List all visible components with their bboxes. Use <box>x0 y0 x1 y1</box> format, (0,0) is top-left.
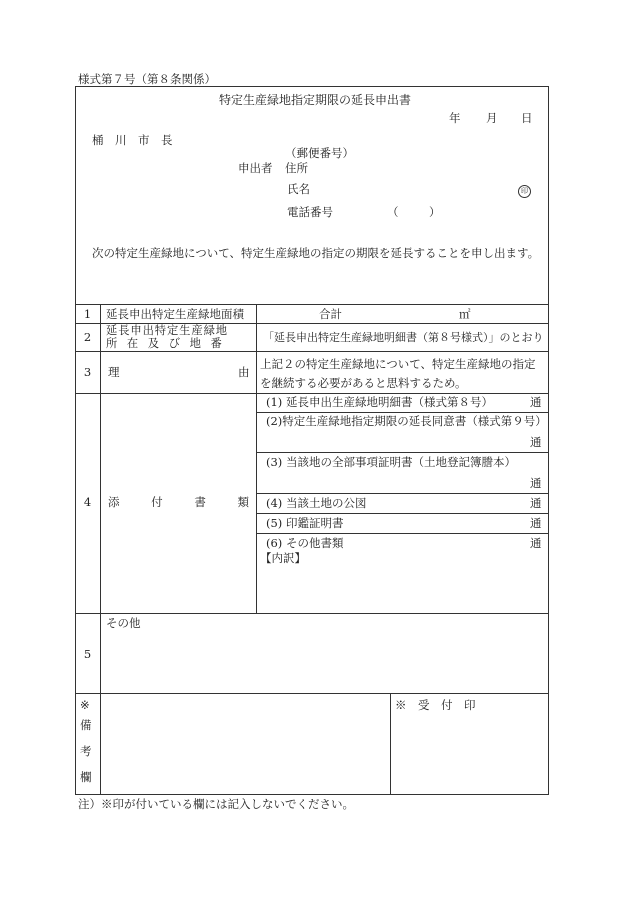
attachment-item-3: (3) 当該地の全部事項証明書（土地登記簿謄本） <box>266 455 516 469</box>
addressee: 桶 川 市 長 <box>92 133 173 147</box>
row-4-number: 4 <box>83 495 92 509</box>
attachments-label-char: 付 <box>151 495 163 509</box>
column-divider <box>256 304 257 613</box>
postal-code-label: （郵便番号） <box>285 146 354 160</box>
date-year: 年 <box>449 111 461 125</box>
reason-label-right: 由 <box>238 365 250 379</box>
attachment-divider <box>256 452 549 453</box>
row-2-number: 2 <box>83 330 92 344</box>
location-label-line1: 延長申出特定生産緑地 <box>106 324 228 337</box>
row-divider <box>75 351 549 352</box>
footnote: 注）※印が付いている欄には記入しないでください。 <box>78 797 354 811</box>
row-divider <box>75 613 549 614</box>
name-label: 氏名 <box>287 182 310 196</box>
reason-label-left: 理 <box>108 365 120 379</box>
attachments-label-char: 類 <box>237 495 249 509</box>
other-label: その他 <box>106 616 141 630</box>
attachment-item-6-unit: 通 <box>530 536 542 550</box>
area-label: 延長申出特定生産緑地面積 <box>106 307 244 321</box>
attachment-item-1-unit: 通 <box>530 395 542 409</box>
statement: 次の特定生産緑地について、特定生産緑地の指定の期限を延長することを申し出ます。 <box>92 246 540 260</box>
remarks-char: 考 <box>80 744 92 758</box>
remarks-char: 備 <box>80 718 92 732</box>
location-value: 「延長申出特定生産緑地明細書（第８号様式）」のとおり <box>263 331 544 344</box>
row-1-number: 1 <box>83 307 92 321</box>
seal-icon: 印 <box>518 185 531 198</box>
attachment-item-2: (2)特定生産緑地指定期限の延長同意書（様式第９号） <box>266 414 547 428</box>
form-title: 特定生産緑地指定期限の延長申出書 <box>218 93 411 107</box>
attachment-item-5-unit: 通 <box>530 516 542 530</box>
row-5-number: 5 <box>83 647 92 661</box>
column-divider <box>100 693 101 795</box>
attachment-divider <box>256 493 549 494</box>
reception-stamp-label: ※ 受 付 印 <box>395 698 476 712</box>
phone-label: 電話番号 <box>287 205 333 219</box>
attachment-divider <box>256 513 549 514</box>
attachment-divider <box>256 533 549 534</box>
column-divider <box>390 693 391 795</box>
row-divider <box>75 693 549 694</box>
attachment-breakdown-note: 【内訳】 <box>260 551 306 565</box>
form-number: 様式第７号（第８条関係） <box>78 72 216 86</box>
row-divider <box>75 304 549 305</box>
column-divider <box>100 613 101 693</box>
area-unit: ㎡ <box>459 307 471 321</box>
row-divider <box>75 393 549 394</box>
applicant-label: 申出者 <box>238 161 273 175</box>
attachment-item-5: (5) 印鑑証明書 <box>266 516 344 530</box>
attachment-item-6: (6) その他書類 <box>266 536 344 550</box>
attachment-item-3-unit: 通 <box>530 476 542 490</box>
address-label: 住所 <box>285 161 308 175</box>
attachment-divider <box>256 412 549 413</box>
column-divider <box>100 304 101 613</box>
attachment-item-4: (4) 当該土地の公図 <box>266 496 367 510</box>
date-day: 日 <box>521 111 533 125</box>
attachments-label <box>108 497 249 509</box>
phone-paren-close: ） <box>429 205 441 219</box>
phone-paren-open: （ <box>387 205 399 219</box>
attachment-item-4-unit: 通 <box>530 496 542 510</box>
seal-mark <box>518 184 531 198</box>
area-total-label: 合計 <box>319 307 342 321</box>
location-label-line2: 所在及び地番 <box>106 337 232 350</box>
attachments-label-char: 添 <box>108 495 120 509</box>
form-frame <box>75 86 549 795</box>
row-3-number: 3 <box>83 365 92 379</box>
date-month: 月 <box>486 111 498 125</box>
reason-value: 上記２の特定生産緑地について、特定生産緑地の指定を継続する必要があると思料するため。 <box>260 357 536 390</box>
remarks-mark: ※ <box>80 698 90 712</box>
attachment-item-2-unit: 通 <box>530 435 542 449</box>
attachments-label-char: 書 <box>194 495 206 509</box>
remarks-char: 欄 <box>80 770 92 784</box>
attachment-item-1: (1) 延長申出生産緑地明細書（様式第８号） <box>266 395 493 409</box>
